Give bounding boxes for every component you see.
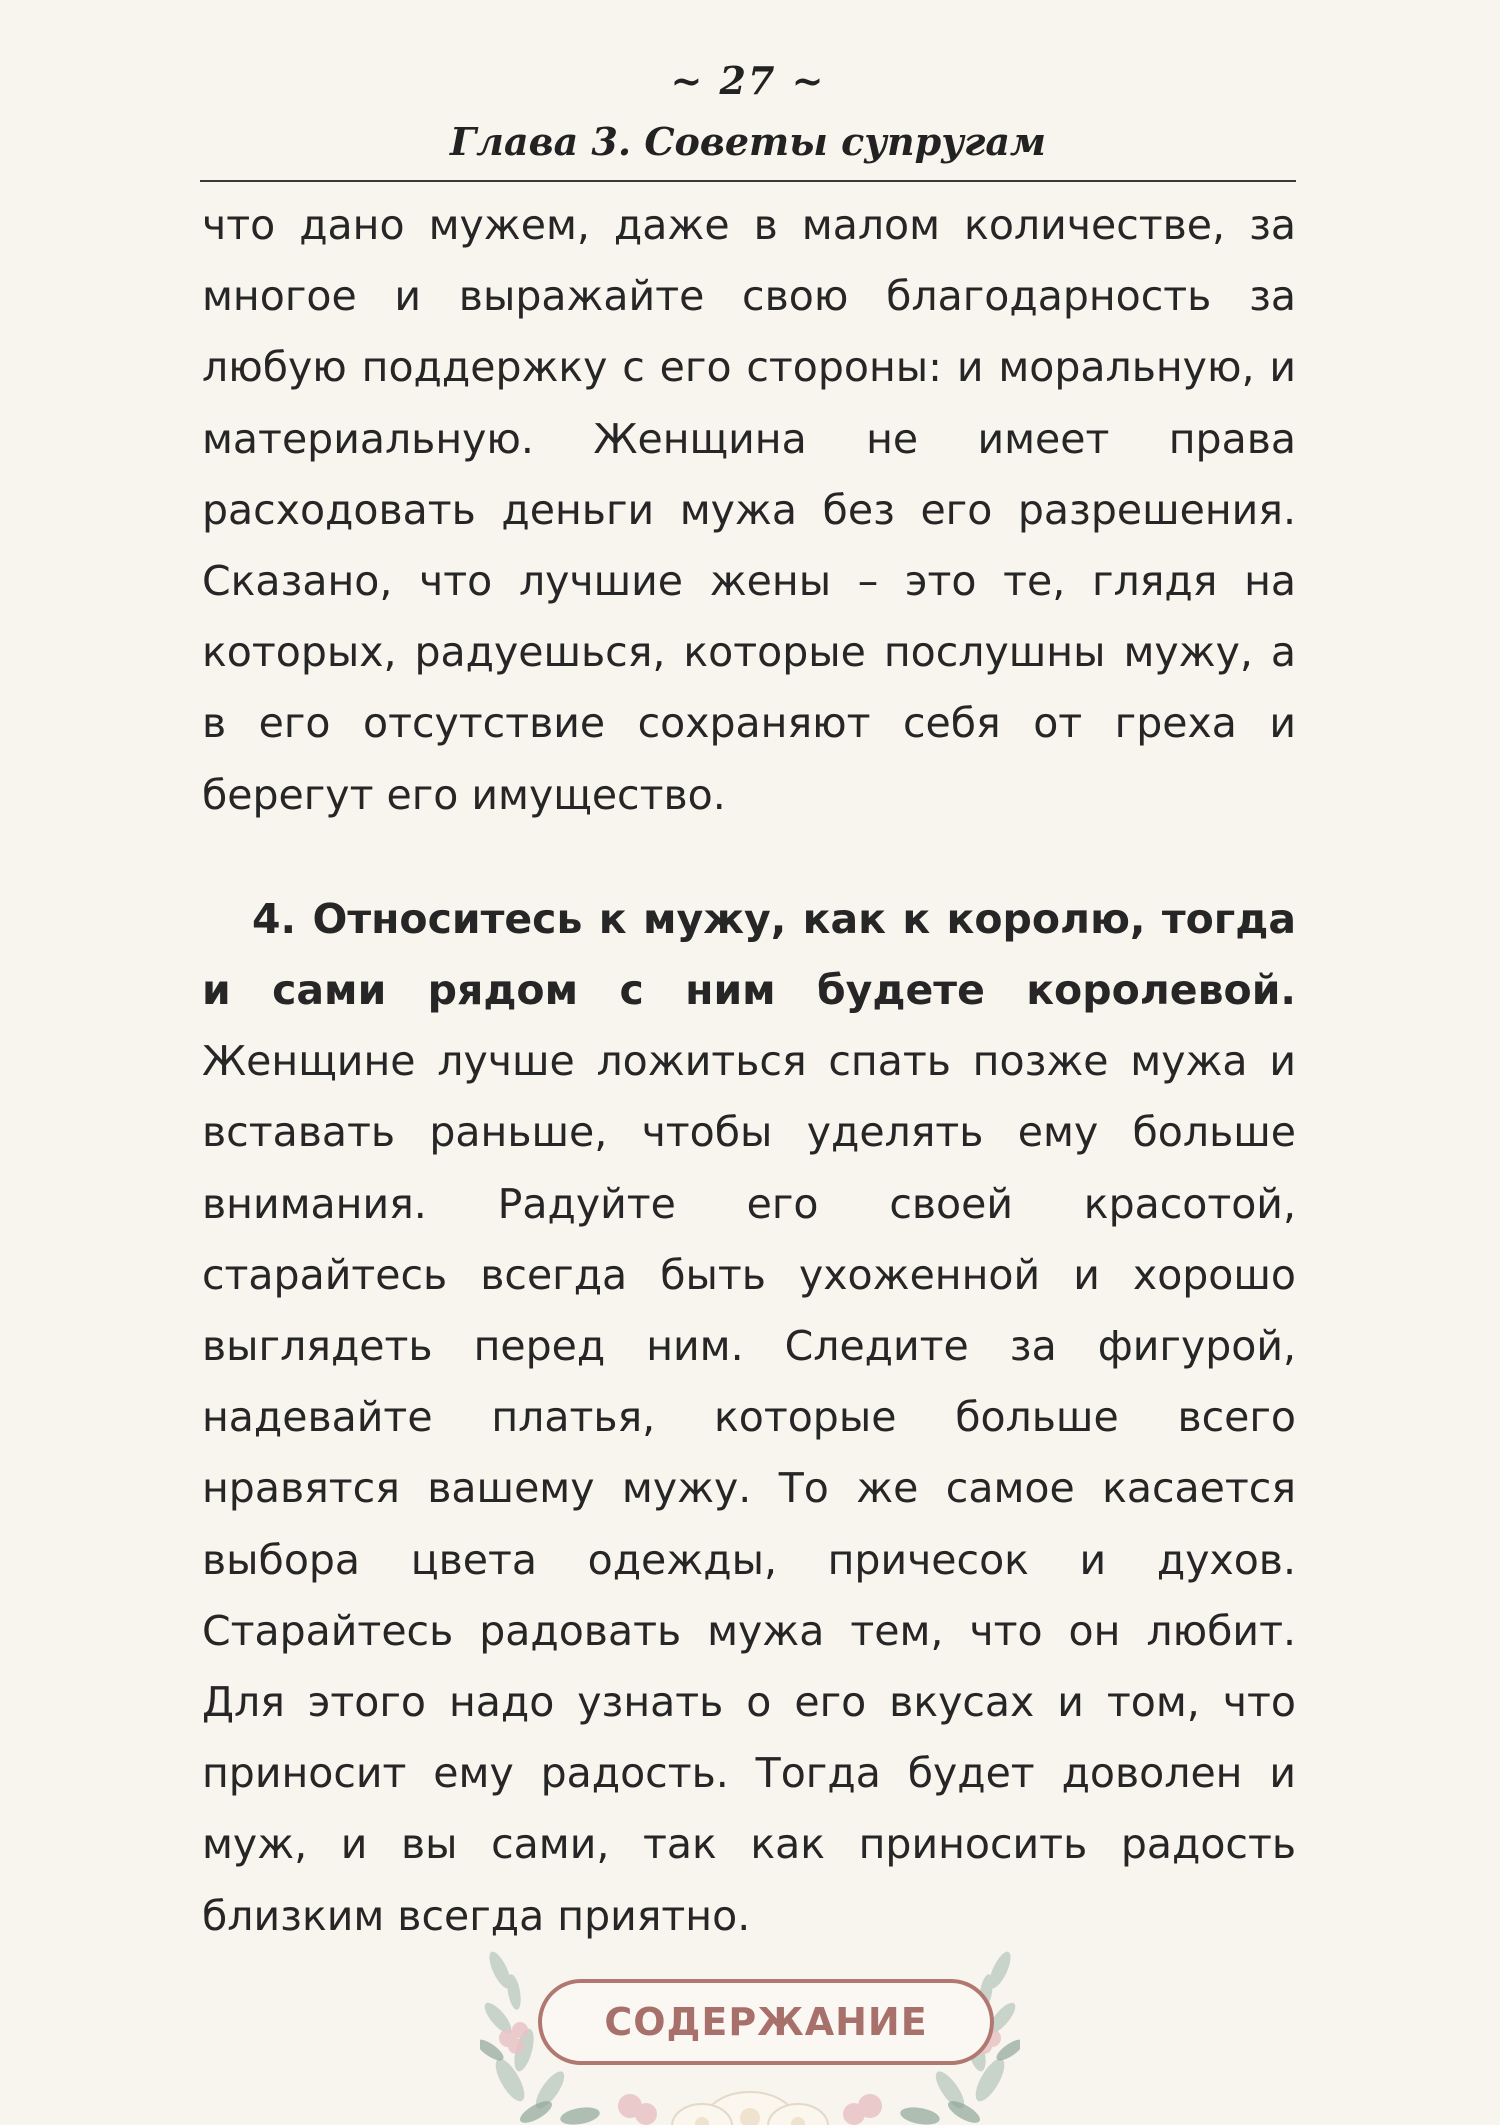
paragraph-1: что дано мужем, даже в малом количестве, за многое и выражайте свою благодарность за любую поддержку с его стороны: и моральную, и материальную. Женщина не имеет права расходовать деньги мужа без его разрешения. Сказано, что лучшие жены – это те, глядя на которых, радуешься, которые послушны мужу, а в его отсутствие сохраняют себя от греха и берегут его имущество. (202, 201, 1296, 819)
page-number: ~ 27 ~ (670, 58, 826, 103)
paragraph-2 (202, 884, 1296, 1952)
header-divider (200, 180, 1296, 182)
paragraph-2-text: Женщине лучше ложиться спать позже мужа и вставать раньше, чтобы уделять ему больше внимания. Радуйте его своей красотой, старайтесь всегда быть ухоженной и хорошо выглядеть перед ним. Следите за фигурой, надевайте платья, которые больше всего нравятся вашему мужу. То же самое касается выбора цвета одежды, причесок и духов. Старайтесь радовать мужа тем, что он любит. Для этого надо узнать о его вкусах и том, что приносит ему радость. Тогда будет доволен и муж, и вы сами, так как приносить радость близким всегда приятно. (202, 1037, 1296, 1940)
paragraph-2-heading: 4. Относитесь к мужу, как к королю, тогда и сами рядом с ним будете королевой. (202, 894, 1296, 1015)
chapter-title: Глава 3. Советы супругам (449, 119, 1047, 164)
page-body (202, 190, 1296, 1952)
page-header (200, 52, 1296, 172)
contents-button[interactable]: СОДЕРЖАНИЕ (538, 1979, 994, 2065)
